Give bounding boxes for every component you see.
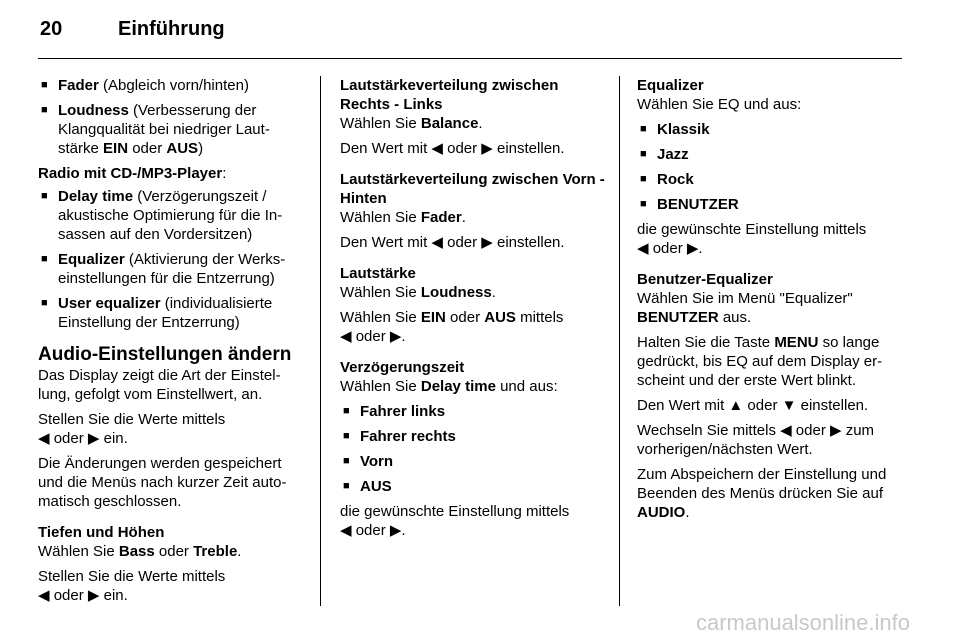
text: Halten Sie die Taste [637, 334, 775, 351]
paragraph: Wechseln Sie mittels ◀ oder ▶ zum vorherigen/nächsten Wert. [637, 422, 875, 458]
text: . [478, 115, 483, 132]
paragraph: Stellen Sie die Werte mittels [38, 568, 226, 585]
option-benutzer: BENUTZER [637, 309, 719, 326]
list-item [38, 250, 304, 288]
list-item [340, 477, 606, 496]
bullet-icon: ■ [640, 173, 647, 185]
list-item [637, 195, 903, 214]
column-2 [340, 76, 606, 546]
list-item [637, 170, 903, 189]
term: Loudness [58, 102, 129, 119]
option-treble: Treble [193, 543, 238, 560]
term: Equalizer [58, 251, 125, 268]
subheading: Lautstärke [340, 265, 416, 282]
paragraph: Stellen Sie die Werte mittels [38, 411, 226, 428]
text: Wählen Sie im Menü "Equalizer" [637, 290, 853, 307]
option-label: Rock [657, 171, 694, 188]
term-desc: (Verzögerungszeit / akustische Optimierung für die Insassen auf den Vordersitzen) [58, 188, 283, 243]
text: Wählen Sie [340, 209, 421, 226]
value-aus: AUS [484, 309, 516, 326]
value-aus: AUS [166, 140, 199, 157]
term-desc: (individualisierte Einstellung der Entzerrung) [58, 295, 273, 331]
term: Delay time [58, 188, 134, 205]
text: ) [198, 140, 204, 157]
option-label: Vorn [360, 453, 394, 470]
bullet-icon: ■ [41, 253, 48, 265]
paragraph: Den Wert mit ▲ oder ▼ einstellen. [637, 397, 869, 414]
paragraph: Den Wert mit ◀ oder ▶ einstellen. [340, 234, 565, 251]
text: Zum Abspeichern der Einstellung und Beenden des Menüs drücken Sie auf [637, 466, 887, 502]
term: User equalizer [58, 295, 161, 312]
text: ◀ oder ▶. [637, 240, 703, 257]
text: Wählen Sie [340, 378, 421, 395]
bullet-icon: ■ [41, 190, 48, 202]
chapter-title: Einführung [118, 18, 225, 40]
list-item [340, 452, 606, 471]
option-label: Fahrer rechts [360, 428, 456, 445]
text: so lange gedrückt, bis EQ auf dem Display erscheint und der erste Wert blinkt. [637, 334, 883, 389]
text: ◀ oder ▶. [340, 328, 406, 345]
text: Wählen Sie [340, 115, 421, 132]
text: und aus: [495, 378, 558, 395]
paragraph: Die Änderungen werden gespeichert und die Menüs nach kurzer Zeit automatisch geschlossen. [38, 455, 287, 510]
column-1 [38, 76, 304, 611]
bullet-icon: ■ [41, 297, 48, 309]
radio-label: Radio mit CD-/MP3-Player [38, 165, 223, 182]
section-title: Audio-Einstellungen ändern [38, 344, 292, 365]
list-item [38, 101, 304, 158]
text: : [222, 165, 227, 182]
header-rule [38, 58, 902, 59]
option-label: BENUTZER [657, 196, 739, 213]
text: Wählen Sie [340, 309, 421, 326]
bullet-icon: ■ [640, 198, 647, 210]
list-item [38, 294, 304, 332]
text: . [491, 284, 496, 301]
column-divider-2 [619, 76, 620, 606]
option-label: Klassik [657, 121, 710, 138]
text: Wählen Sie [340, 284, 421, 301]
option-balance: Balance [420, 115, 479, 132]
subheading: Lautstärkeverteilung zwischen Vorn - Hinten [340, 171, 605, 207]
subheading: Verzögerungszeit [340, 359, 465, 376]
term-desc: (Aktivierung der Werkseinstellungen für die Entzerrung) [58, 251, 286, 287]
paragraph: Den Wert mit ◀ oder ▶ einstellen. [340, 140, 565, 157]
text: oder [128, 140, 167, 157]
paragraph: Wählen Sie EQ und aus: [637, 96, 802, 113]
bullet-icon: ■ [41, 79, 48, 91]
subheading: Tiefen und Höhen [38, 524, 165, 541]
column-3 [637, 76, 903, 528]
bullet-icon: ■ [640, 123, 647, 135]
term-desc: (Abgleich vorn/hinten) [98, 77, 249, 94]
list-item [38, 187, 304, 244]
list-item [637, 120, 903, 139]
subheading: Lautstärkeverteilung zwischen Rechts - Links [340, 77, 559, 113]
text: . [237, 543, 242, 560]
value-ein: EIN [103, 140, 129, 157]
bullet-icon: ■ [640, 148, 647, 160]
bullet-icon: ■ [343, 455, 350, 467]
button-audio: AUDIO [637, 504, 686, 521]
term: Fader [58, 77, 99, 94]
value-ein: EIN [420, 309, 446, 326]
option-loudness: Loudness [420, 284, 492, 301]
text: . [461, 209, 466, 226]
option-delay-time: Delay time [420, 378, 496, 395]
text: mittels [515, 309, 564, 326]
option-fader: Fader [420, 209, 462, 226]
list-item [340, 402, 606, 421]
term-desc: (Verbesserung der Klangqualität bei niedriger Lautstärke [58, 102, 270, 157]
option-label: AUS [360, 478, 392, 495]
option-bass: Bass [118, 543, 155, 560]
option-label: Fahrer links [360, 403, 446, 420]
text: ◀ oder ▶. [340, 522, 406, 539]
option-label: Jazz [657, 146, 689, 163]
list-item [637, 145, 903, 164]
text: Wählen Sie [38, 543, 119, 560]
paragraph: ◀ oder ▶ ein. [38, 430, 128, 447]
bullet-icon: ■ [41, 104, 48, 116]
paragraph: Das Display zeigt die Art der Einstellung, gefolgt vom Einstellwert, an. [38, 367, 281, 403]
text: oder [445, 309, 485, 326]
paragraph: ◀ oder ▶ ein. [38, 587, 128, 604]
text: aus. [718, 309, 752, 326]
button-menu: MENU [774, 334, 819, 351]
text: die gewünschte Einstellung mittels [340, 503, 570, 520]
page-header [40, 18, 225, 50]
bullet-icon: ■ [343, 430, 350, 442]
column-divider-1 [320, 76, 321, 606]
list-item [340, 427, 606, 446]
bullet-icon: ■ [343, 405, 350, 417]
subheading: Equalizer [637, 77, 704, 94]
bullet-icon: ■ [343, 480, 350, 492]
text: die gewünschte Einstellung mittels [637, 221, 867, 238]
text: oder [154, 543, 194, 560]
subheading: Benutzer-Equalizer [637, 271, 773, 288]
watermark: carmanualsonline.info [695, 610, 910, 635]
page-number: 20 [40, 18, 63, 40]
text: . [685, 504, 690, 521]
list-item [38, 76, 304, 95]
